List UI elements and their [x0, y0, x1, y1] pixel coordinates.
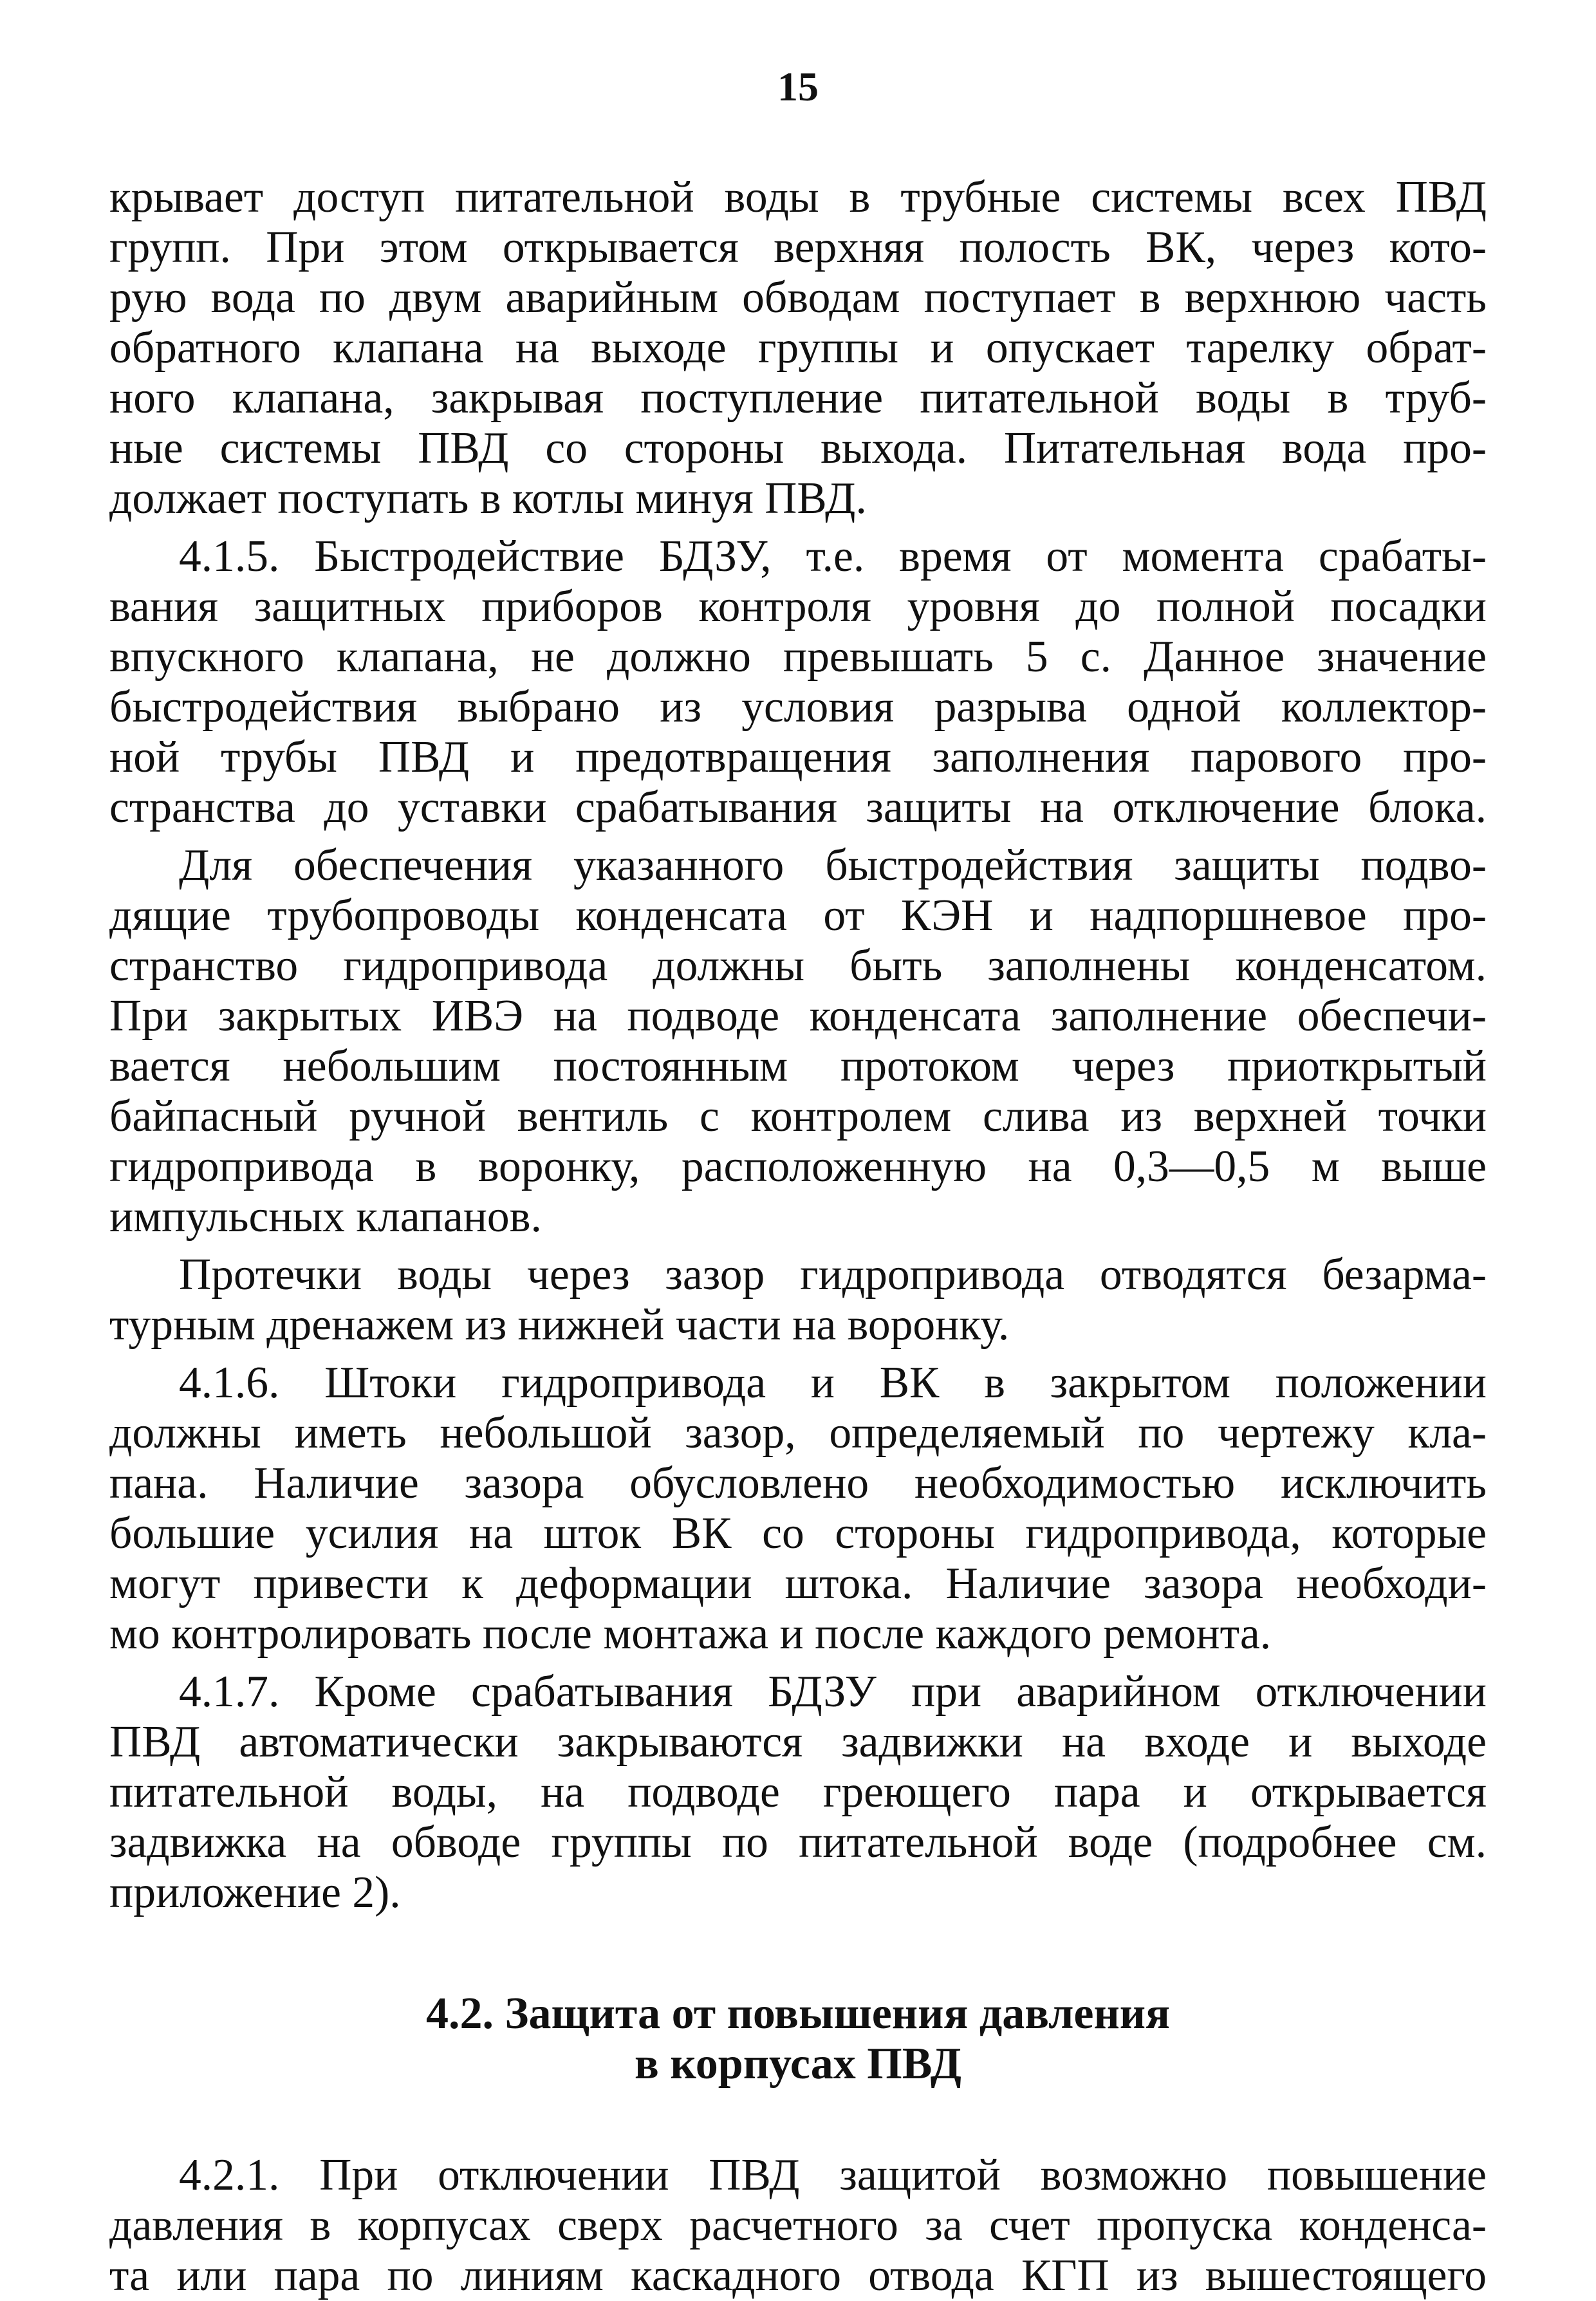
- text-line: приложение 2).: [109, 1868, 401, 1917]
- section-heading-line: в корпусах ПВД: [635, 2039, 961, 2089]
- text-line: могут привести к деформации штока. Наличие зазора необходи-: [109, 1559, 1487, 1608]
- document-page: [109, 61, 1487, 2301]
- text-line: давления в корпусах сверх расчетного за счет пропуска конденса-: [109, 2201, 1487, 2250]
- text-line: ной трубы ПВД и предотвращения заполнения парового про-: [109, 732, 1487, 782]
- text-line: байпасный ручной вентиль с контролем слива из верхней точки: [109, 1092, 1487, 1141]
- text-line: должает поступать в котлы минуя ПВД.: [109, 474, 867, 523]
- text-line: быстродействия выбрано из условия разрыва одной коллектор-: [109, 682, 1487, 732]
- text-line: ПВД автоматически закрываются задвижки на входе и выходе: [109, 1717, 1487, 1767]
- section-heading: [109, 1989, 1487, 2089]
- paragraph-4-2-1: [109, 2150, 1487, 2301]
- paragraph-speed-provision: [109, 841, 1487, 1242]
- text-line: мо контролировать после монтажа и после каждого ремонта.: [109, 1609, 1272, 1659]
- text-line: ного клапана, закрывая поступление питательной воды в труб-: [109, 373, 1487, 423]
- text-line: впускного клапана, не должно превышать 5 с. Данное значение: [109, 632, 1487, 682]
- text-line: 4.1.5. Быстродействие БДЗУ, т.е. время от момента срабаты-: [179, 532, 1487, 581]
- text-line: гидропривода в воронку, расположенную на 0,3—0,5 м выше: [109, 1142, 1487, 1191]
- text-line: должны иметь небольшой зазор, определяемый по чертежу кла-: [109, 1408, 1487, 1458]
- text-line: 4.1.7. Кроме срабатывания БДЗУ при аварийном отключении: [179, 1667, 1487, 1717]
- text-line: Для обеспечения указанного быстродействия защиты подво-: [179, 841, 1487, 890]
- text-line: рую вода по двум аварийным обводам поступает в верхнюю часть: [109, 273, 1487, 322]
- text-line: задвижка на обводе группы по питательной воде (подробнее см.: [109, 1818, 1487, 1867]
- page-number: 15: [777, 64, 819, 109]
- text-line: 4.1.6. Штоки гидропривода и ВК в закрытом положении: [179, 1358, 1487, 1408]
- section-heading-line: 4.2. Защита от повышения давления: [426, 1989, 1170, 2038]
- text-line: питательной воды, на подводе греющего пара и открывается: [109, 1767, 1487, 1817]
- paragraph-leakage: [109, 1250, 1487, 1350]
- text-line: Протечки воды через зазор гидропривода отводятся безарма-: [179, 1250, 1487, 1300]
- text-line: странство гидропривода должны быть заполнены конденсатом.: [109, 941, 1487, 991]
- text-line: странства до уставки срабатывания защиты на отключение блока.: [109, 783, 1487, 832]
- text-line: 4.2.1. При отключении ПВД защитой возможно повышение: [179, 2150, 1487, 2200]
- text-line: та или пара по линиям каскадного отвода КГП из вышестоящего: [109, 2251, 1487, 2300]
- paragraph-4-1-6: [109, 1358, 1487, 1659]
- text-line: При закрытых ИВЭ на подводе конденсата заполнение обеспечи-: [109, 991, 1487, 1041]
- text-line: импульсных клапанов.: [109, 1192, 542, 1242]
- text-line: ные системы ПВД со стороны выхода. Питательная вода про-: [109, 424, 1487, 473]
- text-line: большие усилия на шток ВК со стороны гидропривода, которые: [109, 1509, 1487, 1558]
- paragraph-4-1-5: [109, 532, 1487, 833]
- text-line: вается небольшим постоянным протоком через приоткрытый: [109, 1041, 1487, 1091]
- text-line: дящие трубопроводы конденсата от КЭН и надпоршневое про-: [109, 891, 1487, 940]
- text-line: крывает доступ питательной воды в трубные системы всех ПВД: [109, 172, 1487, 222]
- text-line: пана. Наличие зазора обусловлено необходимостью исключить: [109, 1458, 1487, 1508]
- paragraph-continuation: [109, 172, 1487, 524]
- text-line: вания защитных приборов контроля уровня до полной посадки: [109, 582, 1487, 631]
- text-line: групп. При этом открывается верхняя полость ВК, через кото-: [109, 223, 1487, 272]
- paragraph-4-1-7: [109, 1667, 1487, 1918]
- text-line: обратного клапана на выходе группы и опускает тарелку обрат-: [109, 323, 1487, 373]
- text-line: турным дренажем из нижней части на воронку.: [109, 1300, 1010, 1350]
